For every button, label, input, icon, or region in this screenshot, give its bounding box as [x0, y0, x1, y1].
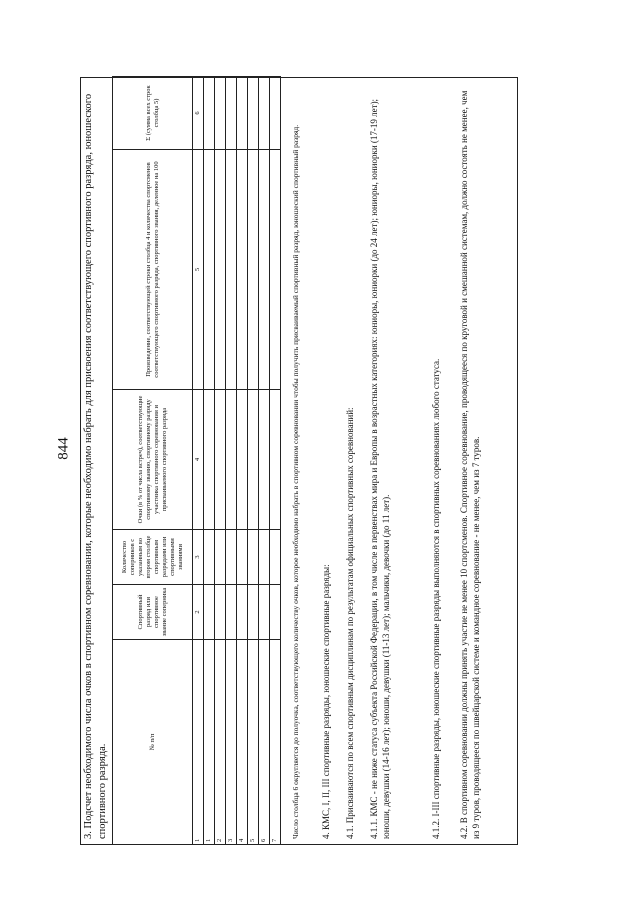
- row-number: 7: [270, 640, 281, 845]
- column-index-row: [193, 77, 204, 845]
- page-number: 844: [55, 437, 72, 460]
- column-index: 6: [193, 77, 204, 150]
- table-cell: [215, 390, 226, 530]
- paragraph-4-1-2: 4.1.2. I-III спортивные разряды, юношеские спортивные разряды выполняются в спортивных соревнованиях любого статуса.: [431, 358, 441, 839]
- table-cell: [259, 390, 270, 530]
- row-number: 2: [215, 640, 226, 845]
- column-header: Количество соперников с указанным во втором столбце спортивным разрядами или спортивными званиями: [113, 530, 193, 585]
- table-cell: [248, 77, 259, 150]
- row-number: 1: [204, 640, 215, 845]
- column-index: 5: [193, 150, 204, 390]
- rounding-note: Число столбца 6 округляется до полуочка, соответствующего количеству очков, которое необходимо набрать в спортивном соревновании чтобы получить присваиваемый спортивный разряд, юношеский спортивный разряд.: [291, 124, 300, 839]
- paragraph-4: 4. КМС, I, II, III спортивные разряды, юношеские спортивные разряды:: [321, 564, 331, 839]
- table-cell: [270, 530, 281, 585]
- column-index: 2: [193, 585, 204, 640]
- row-number: 6: [259, 640, 270, 845]
- table-cell: [226, 585, 237, 640]
- table-cell: [226, 530, 237, 585]
- table-cell: [259, 585, 270, 640]
- table-cell: [237, 530, 248, 585]
- table-cell: [204, 585, 215, 640]
- table-row: [259, 77, 270, 845]
- table-row: [215, 77, 226, 845]
- section-heading: 3. Подсчет необходимого числа очков в спортивном соревновании, которые необходимо набрать для присвоения соответствующего спортивного разряда, юношеского спортивного разряда.: [83, 93, 108, 839]
- table-cell: [248, 530, 259, 585]
- column-header: Произведение, соответствующей строки столбца 4 и количества спортсменов соответствующего спортивного разряда, спортивного звания, деленное на 100: [113, 150, 193, 390]
- table-cell: [215, 530, 226, 585]
- table-cell: [259, 77, 270, 150]
- table-cell: [204, 150, 215, 390]
- table-cell: [215, 585, 226, 640]
- column-index: 1: [193, 640, 204, 845]
- table-cell: [259, 530, 270, 585]
- table-cell: [226, 390, 237, 530]
- table-row: [270, 77, 281, 845]
- paragraph-4-1-1: 4.1.1. КМС - не ниже статуса субъекта Российской Федерации, в том числе в первенствах мира и Европы в возрастных категориях: юниоры, юниорки (до 24 лет); юниоры, юниорки (17-19 лет); юноши, девушки (14-16 лет); юноши, девушки (11-13 лет); мальчики, девочки (до 11 лет).: [369, 98, 391, 839]
- table-cell: [204, 77, 215, 150]
- table-cell: [270, 77, 281, 150]
- table-cell: [237, 77, 248, 150]
- table-header-row: [113, 77, 193, 845]
- table-cell: [237, 150, 248, 390]
- paragraph-4-1: 4.1. Присваиваются по всем спортивным дисциплинам по результатам официальных спортивных соревнований:: [345, 407, 355, 839]
- table-row: [204, 77, 215, 845]
- column-header: Очки (в % от числа встреч), соответствующие спортивному званию, спортивному разряду участника спортивного соревнования и присваиваемого спортивного разряда: [113, 390, 193, 530]
- column-index: 3: [193, 530, 204, 585]
- table-cell: [226, 150, 237, 390]
- table-row: [226, 77, 237, 845]
- column-header: Спортивный разряд или спортивное звание соперника: [113, 585, 193, 640]
- table-cell: [248, 585, 259, 640]
- table-cell: [237, 585, 248, 640]
- table-cell: [270, 150, 281, 390]
- table-cell: [215, 77, 226, 150]
- table-cell: [237, 390, 248, 530]
- table-cell: [204, 390, 215, 530]
- table-row: [248, 77, 259, 845]
- column-index: 4: [193, 390, 204, 530]
- table-row: [237, 77, 248, 845]
- table-cell: [270, 390, 281, 530]
- column-header: № п/п: [113, 640, 193, 845]
- rotated-page-content: [80, 77, 518, 845]
- row-number: 3: [226, 640, 237, 845]
- table-cell: [248, 390, 259, 530]
- points-calculation-table: [112, 76, 281, 845]
- table-cell: [259, 150, 270, 390]
- table-cell: [248, 150, 259, 390]
- paragraph-4-2: 4.2. В спортивном соревновании должны принять участие не менее 10 спортсменов. Спортивное соревнование, проводящееся по круговой и смешанной системам, должно состоять не менее, чем из 9 туров, проводящееся по швейцарской системе и командное соревнование - не менее, чем из 7 туров.: [459, 90, 481, 839]
- table-cell: [215, 150, 226, 390]
- table-cell: [226, 77, 237, 150]
- table-cell: [204, 530, 215, 585]
- column-header: Σ (сумма всех строк столбца 5): [113, 77, 193, 150]
- table-cell: [270, 585, 281, 640]
- row-number: 4: [237, 640, 248, 845]
- row-number: 5: [248, 640, 259, 845]
